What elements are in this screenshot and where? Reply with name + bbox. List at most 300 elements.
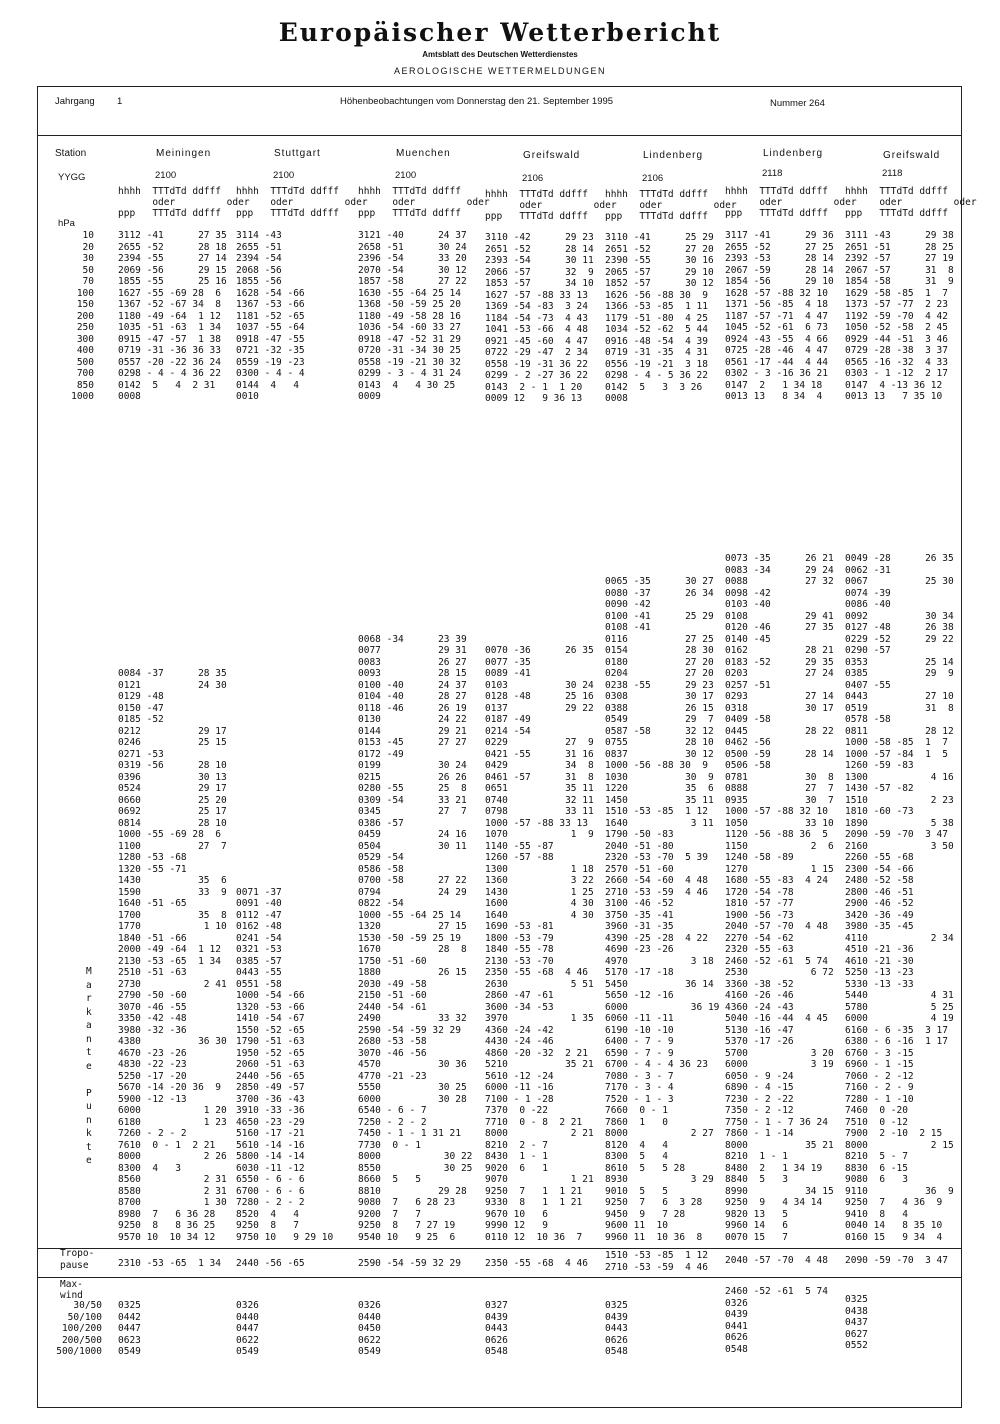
significant-row: 3700 -36 -43 bbox=[236, 1093, 305, 1105]
tropopause-value: 1510 -53 -85 1 12 2710 -53 -59 4 46 bbox=[605, 1250, 708, 1273]
significant-row: 1880 26 15 bbox=[358, 967, 467, 978]
standard-levels bbox=[845, 230, 954, 403]
maxwind-row: 0548 bbox=[605, 1346, 628, 1357]
significant-row: 0700 -58 27 22 bbox=[358, 875, 467, 886]
significant-row: 0077 -35 bbox=[485, 656, 531, 668]
level-row: 1626 -56 -88 30 9 bbox=[605, 289, 708, 301]
station-time: 2118 bbox=[882, 168, 903, 179]
significant-row: 0271 -53 bbox=[118, 748, 164, 760]
significant-row: 8300 4 3 bbox=[118, 1162, 181, 1174]
significant-row: 0935 30 7 bbox=[725, 794, 834, 806]
significant-row: 7520 - 1 - 3 bbox=[605, 1093, 674, 1105]
level-row: 3110 -41 25 29 bbox=[605, 232, 714, 243]
significant-row: 9110 36 9 bbox=[845, 1185, 954, 1197]
maxwind-values bbox=[845, 1294, 868, 1352]
markante-letter: a bbox=[86, 1020, 92, 1031]
level-row: 0144 4 4 bbox=[236, 379, 299, 391]
significant-levels bbox=[845, 553, 954, 1243]
significant-row: 2590 -54 -59 32 29 bbox=[358, 1024, 461, 1036]
significant-row: 1240 -58 -89 bbox=[725, 852, 794, 863]
level-row: 1037 -55 -64 bbox=[236, 322, 305, 333]
report-section: AEROLOGISCHE WETTERMELDUNGEN bbox=[393, 66, 607, 76]
significant-row: 9070 1 21 bbox=[485, 1174, 594, 1185]
column-header-line: oder oder bbox=[605, 200, 737, 211]
significant-row: 0578 -58 bbox=[845, 714, 891, 725]
significant-row: 7350 - 2 -12 bbox=[725, 1105, 794, 1116]
level-row: 1035 -51 -63 1 34 bbox=[118, 322, 221, 333]
level-row: 0722 -29 -47 2 34 bbox=[485, 347, 588, 358]
significant-row: 9410 8 4 bbox=[845, 1208, 908, 1220]
significant-row: 2000 -49 -64 1 12 bbox=[118, 944, 221, 955]
level-row: 0558 -19 -21 30 32 bbox=[358, 356, 461, 368]
significant-row: 0120 -46 27 35 bbox=[725, 622, 834, 633]
column-header-line: hhhh TTTdTd ddfff bbox=[236, 186, 339, 197]
level-row: 0561 -17 -44 4 44 bbox=[725, 356, 828, 368]
significant-row: 9570 10 10 34 12 bbox=[118, 1231, 216, 1243]
level-row: 1628 -57 -88 32 10 bbox=[725, 287, 828, 299]
significant-row: 4830 -22 -23 bbox=[118, 1059, 187, 1070]
significant-row: 1280 -53 -68 bbox=[118, 852, 187, 863]
significant-row: 1680 -55 -83 4 24 bbox=[725, 875, 828, 886]
significant-row: 0116 27 25 bbox=[605, 633, 714, 645]
maxwind-row: 0623 bbox=[118, 1334, 141, 1346]
level-row: 1630 -55 -64 25 14 bbox=[358, 287, 461, 299]
significant-row: 1510 -53 -85 1 12 bbox=[605, 806, 708, 817]
level-row: 1854 -58 31 9 bbox=[845, 276, 954, 287]
column-header-line: ppp TTTdTd ddfff bbox=[485, 211, 588, 222]
level-row: 0916 -48 -54 4 39 bbox=[605, 335, 708, 347]
maxwind-row: 0552 bbox=[845, 1340, 868, 1351]
markante-letter: a bbox=[86, 979, 92, 991]
significant-row: 8990 34 15 bbox=[725, 1185, 834, 1197]
level-row: 2393 -54 30 11 bbox=[485, 255, 594, 266]
significant-row: 3960 -31 -35 bbox=[605, 921, 674, 932]
significant-row: 0811 28 12 bbox=[845, 725, 954, 737]
level-row: 1855 -55 25 16 bbox=[118, 276, 227, 287]
significant-row: 0318 30 17 bbox=[725, 702, 834, 714]
level-row: 1627 -55 -69 28 6 bbox=[118, 287, 221, 299]
significant-row: 5610 -12 -24 bbox=[485, 1070, 554, 1082]
significant-row: 1000 -56 -88 30 9 bbox=[605, 760, 708, 771]
significant-row: 2270 -54 -62 bbox=[725, 932, 794, 944]
station-time: 2106 bbox=[522, 173, 544, 184]
significant-row: 0345 27 7 bbox=[358, 806, 467, 817]
significant-row: 1320 27 15 bbox=[358, 921, 467, 932]
station-time: 2100 bbox=[273, 170, 295, 181]
significant-row: 6700 - 6 - 6 bbox=[236, 1185, 305, 1197]
significant-row: 0068 -34 23 39 bbox=[358, 633, 467, 645]
significant-row: 4570 30 36 bbox=[358, 1059, 467, 1070]
level-row: 3117 -41 29 36 bbox=[725, 230, 834, 241]
significant-row: 7610 0 - 1 2 21 bbox=[118, 1139, 216, 1151]
significant-row: 4380 36 30 bbox=[118, 1036, 227, 1047]
level-row: 0915 -47 -57 1 38 bbox=[118, 333, 221, 345]
significant-row: 0459 24 16 bbox=[358, 829, 467, 840]
level-row: 1041 -53 -66 4 48 bbox=[485, 324, 588, 335]
significant-row: 9820 13 5 bbox=[725, 1208, 788, 1220]
maxwind-row: 0439 bbox=[725, 1309, 748, 1320]
significant-row: 2630 5 51 bbox=[485, 978, 594, 990]
significant-row: 5900 -12 -13 bbox=[118, 1093, 187, 1105]
significant-row: 4360 -24 -43 bbox=[725, 1001, 794, 1013]
level-row: 3110 -42 29 23 bbox=[485, 232, 594, 243]
significant-row: 0524 29 17 bbox=[118, 783, 227, 794]
level-row: 1180 -49 -58 28 16 bbox=[358, 310, 461, 322]
maxwind-row: 0447 bbox=[236, 1323, 259, 1334]
significant-row: 6550 - 6 - 6 bbox=[236, 1174, 305, 1185]
significant-row: 6180 1 23 bbox=[118, 1116, 227, 1128]
significant-row: 0092 30 34 bbox=[845, 610, 954, 622]
column-header-line: oder oder bbox=[725, 197, 857, 208]
significant-row: 1530 -50 -59 25 19 bbox=[358, 932, 461, 944]
pressure-level: 1000 bbox=[71, 391, 94, 402]
significant-row: 1000 -57 -88 33 13 bbox=[485, 817, 588, 829]
level-row: 2068 -56 bbox=[236, 264, 282, 276]
markante-punkte-label bbox=[86, 965, 92, 1168]
level-row: 0302 - 3 -16 36 21 bbox=[725, 368, 828, 379]
significant-row: 9600 11 10 bbox=[605, 1220, 668, 1231]
level-row: 1629 -58 -85 1 7 bbox=[845, 287, 948, 299]
significant-row: 8000 35 21 bbox=[725, 1139, 834, 1151]
significant-row: 0814 28 10 bbox=[118, 817, 227, 829]
station-time: 2106 bbox=[642, 173, 664, 184]
level-row: 0298 - 4 - 5 36 22 bbox=[605, 370, 708, 381]
significant-row: 9670 10 6 bbox=[485, 1208, 548, 1220]
significant-row: 0091 -40 bbox=[236, 898, 282, 909]
level-row: 2655 -52 28 18 bbox=[118, 241, 227, 253]
maxwind-row: 0447 bbox=[118, 1323, 141, 1334]
level-row: 3111 -43 29 38 bbox=[845, 230, 954, 241]
level-row: 3114 -43 bbox=[236, 230, 282, 241]
significant-row: 8930 3 29 bbox=[605, 1174, 714, 1185]
significant-row: 8980 7 6 36 28 bbox=[118, 1208, 216, 1220]
significant-row: 6000 -11 -16 bbox=[485, 1082, 554, 1093]
level-row: 0556 -19 -21 3 18 bbox=[605, 358, 708, 370]
level-row: 0918 -47 -55 bbox=[236, 333, 305, 345]
significant-row: 7280 - 2 - 2 bbox=[236, 1197, 305, 1208]
significant-row: 8560 2 31 bbox=[118, 1174, 227, 1185]
pressure-level: 200 bbox=[76, 310, 94, 322]
level-row: 1184 -54 -73 4 43 bbox=[485, 312, 588, 324]
significant-row: 0067 25 30 bbox=[845, 576, 954, 587]
significant-row: 0086 -40 bbox=[845, 599, 891, 610]
significant-row: 0290 -57 bbox=[845, 645, 891, 656]
significant-row: 9080 7 6 28 23 bbox=[358, 1197, 456, 1208]
significant-row: 0443 -55 bbox=[236, 967, 282, 978]
significant-row: 1150 2 6 bbox=[725, 840, 834, 852]
level-row: 1371 -56 -85 4 18 bbox=[725, 299, 828, 310]
significant-row: 1260 -57 -88 bbox=[485, 852, 554, 863]
significant-row: 0822 -54 bbox=[358, 898, 404, 909]
significant-row: 1450 35 11 bbox=[605, 794, 714, 806]
significant-row: 0084 -37 28 35 bbox=[118, 668, 227, 679]
maxwind-row: 0443 bbox=[605, 1323, 628, 1334]
significant-row: 0386 -57 bbox=[358, 817, 404, 829]
level-row: 2066 -57 32 9 bbox=[485, 266, 594, 278]
maxwind-row: 0548 bbox=[725, 1343, 748, 1355]
significant-row: 2660 -54 -60 4 48 bbox=[605, 875, 708, 886]
jahrgang-value: 1 bbox=[117, 96, 123, 107]
significant-row: 3100 -46 -52 bbox=[605, 898, 674, 909]
significant-row: 1640 -51 -65 bbox=[118, 898, 187, 909]
significant-row: 0070 -36 26 35 bbox=[485, 645, 594, 656]
pressure-level: 20 bbox=[82, 241, 94, 253]
standard-levels bbox=[358, 230, 467, 403]
significant-row: 6760 - 3 -15 bbox=[845, 1047, 914, 1059]
significant-row: 2480 -52 -58 bbox=[845, 875, 914, 886]
significant-row: 0246 25 15 bbox=[118, 737, 227, 748]
maxwind-row: 0440 bbox=[236, 1311, 259, 1323]
significant-row: 2490 33 32 bbox=[358, 1013, 467, 1024]
level-row: 1050 -52 -58 2 45 bbox=[845, 322, 948, 333]
significant-row: 0319 -56 28 10 bbox=[118, 760, 227, 771]
significant-row: 1670 28 8 bbox=[358, 944, 467, 955]
significant-row: 5670 -14 -20 36 9 bbox=[118, 1082, 221, 1093]
significant-row: 9250 7 1 1 21 bbox=[485, 1185, 583, 1197]
station-name: Greifswald bbox=[883, 150, 941, 161]
tropopause-value: 2440 -56 -65 bbox=[236, 1258, 305, 1269]
level-row: 2070 -54 30 12 bbox=[358, 264, 467, 276]
significant-row: 0153 -45 27 27 bbox=[358, 737, 467, 748]
significant-row: 7450 - 1 - 1 31 21 bbox=[358, 1128, 461, 1139]
significant-row: 0529 -54 bbox=[358, 852, 404, 863]
column-header-line: ppp TTTdTd ddfff bbox=[118, 208, 221, 219]
significant-row: 0462 -56 bbox=[725, 737, 771, 748]
tropopause-label: Tropo- pause bbox=[60, 1248, 95, 1271]
station-name: Muenchen bbox=[396, 148, 451, 159]
maxwind-row: 0325 bbox=[118, 1300, 141, 1311]
maxwind-values bbox=[485, 1300, 508, 1358]
significant-row: 0100 -41 25 29 bbox=[605, 610, 714, 622]
significant-row: 7860 1 0 bbox=[605, 1116, 668, 1128]
significant-row: 0798 33 11 bbox=[485, 806, 594, 817]
significant-row: 7250 - 2 - 2 bbox=[358, 1116, 427, 1128]
maxwind-row: 0326 bbox=[358, 1300, 381, 1311]
station-name: Greifswald bbox=[523, 150, 581, 161]
maxwind-row: 0549 bbox=[236, 1346, 259, 1357]
maxwind-row: 2460 -52 -61 5 74 bbox=[725, 1286, 828, 1297]
significant-row: 2130 -53 -70 bbox=[485, 955, 554, 967]
significant-row: 9250 8 7 27 19 bbox=[358, 1220, 456, 1231]
significant-row: 1790 -51 -63 bbox=[236, 1036, 305, 1047]
maxwind-row: 0441 bbox=[725, 1320, 748, 1332]
significant-row: 2130 -53 -65 1 34 bbox=[118, 955, 221, 967]
level-row: 0299 - 3 - 4 31 24 bbox=[358, 368, 461, 379]
significant-row: 0199 30 24 bbox=[358, 760, 467, 771]
level-row: 1628 -54 -66 bbox=[236, 287, 305, 299]
level-row: 2392 -57 27 19 bbox=[845, 253, 954, 264]
significant-row: 0660 25 20 bbox=[118, 794, 227, 806]
significant-row: 9250 7 6 3 28 bbox=[605, 1197, 703, 1208]
significant-row: 0781 30 8 bbox=[725, 771, 834, 783]
divider-tropo bbox=[37, 1248, 962, 1249]
significant-row: 0162 -48 bbox=[236, 921, 282, 932]
level-row: 1367 -53 -66 bbox=[236, 299, 305, 310]
pressure-level: 300 bbox=[76, 333, 94, 345]
significant-row: 2090 -59 -70 3 47 bbox=[845, 829, 948, 840]
significant-row: 1000 -54 -66 bbox=[236, 990, 305, 1001]
level-row: 2396 -54 33 20 bbox=[358, 253, 467, 264]
significant-row: 0049 -28 26 35 bbox=[845, 553, 954, 564]
level-row: 1367 -52 -67 34 8 bbox=[118, 299, 221, 310]
significant-row: 0077 29 31 bbox=[358, 645, 467, 656]
significant-row: 0409 -58 bbox=[725, 714, 771, 725]
significant-row: 0280 -55 25 8 bbox=[358, 783, 467, 794]
significant-row: 0108 29 41 bbox=[725, 610, 834, 622]
significant-row: 0212 29 17 bbox=[118, 725, 227, 737]
significant-row: 2060 -51 -63 bbox=[236, 1059, 305, 1070]
significant-row: 0229 -52 29 22 bbox=[845, 633, 954, 645]
significant-row: 0651 35 11 bbox=[485, 783, 594, 794]
significant-row: 1840 -51 -66 bbox=[118, 932, 187, 944]
significant-row: 0103 -40 bbox=[725, 599, 771, 610]
significant-row: 8000 2 26 bbox=[118, 1151, 227, 1162]
significant-row: 2510 -51 -63 bbox=[118, 967, 187, 978]
significant-row: 1000 -55 -69 28 6 bbox=[118, 829, 221, 840]
significant-row: 0140 -45 bbox=[725, 633, 771, 645]
standard-levels bbox=[236, 230, 305, 403]
significant-row: 0137 29 22 bbox=[485, 702, 594, 714]
significant-row: 4770 -21 -23 bbox=[358, 1070, 427, 1082]
significant-row: 0071 -37 bbox=[236, 886, 282, 898]
significant-row: 1800 -53 -79 bbox=[485, 932, 554, 944]
significant-row: 7730 0 - 1 bbox=[358, 1139, 421, 1151]
markante-letter: P bbox=[86, 1087, 92, 1099]
significant-row: 2730 2 41 bbox=[118, 978, 227, 990]
column-header-line: ppp TTTdTd ddfff bbox=[236, 208, 339, 219]
pressure-level: 250 bbox=[76, 322, 94, 333]
level-row: 0010 bbox=[236, 391, 259, 402]
column-header-line: oder oder bbox=[358, 197, 490, 208]
significant-row: 2850 -49 -57 bbox=[236, 1082, 305, 1093]
significant-row: 7230 - 2 -22 bbox=[725, 1093, 794, 1105]
significant-row: 7460 0 -20 bbox=[845, 1105, 908, 1116]
significant-row: 1750 -51 -60 bbox=[358, 955, 427, 967]
tropopause-value: 2090 -59 -70 3 47 bbox=[845, 1255, 948, 1266]
significant-row: 1120 -56 -88 36 5 bbox=[725, 829, 828, 840]
level-row: 1180 -49 -64 1 12 bbox=[118, 310, 221, 322]
significant-row: 0740 32 11 bbox=[485, 794, 594, 806]
significant-row: 5550 30 25 bbox=[358, 1082, 467, 1093]
significant-row: 7100 - 1 -28 bbox=[485, 1093, 554, 1105]
significant-row: 1790 -50 -83 bbox=[605, 829, 674, 840]
level-row: 2651 -51 28 25 bbox=[845, 241, 954, 253]
significant-row: 2440 -54 -61 bbox=[358, 1001, 427, 1013]
significant-row: 2350 -55 -68 4 46 bbox=[485, 967, 588, 978]
pressure-level: 700 bbox=[76, 368, 94, 379]
markante-letter: k bbox=[86, 1006, 92, 1018]
significant-row: 9080 6 3 bbox=[845, 1174, 908, 1185]
significant-row: 0070 15 7 bbox=[725, 1231, 788, 1243]
jahrgang-label: Jahrgang bbox=[55, 96, 95, 107]
markante-letter: k bbox=[86, 1128, 92, 1139]
markante-letter: n bbox=[86, 1114, 92, 1126]
maxwind-row: 0549 bbox=[118, 1346, 141, 1357]
level-row: 1373 -57 -77 2 23 bbox=[845, 299, 948, 310]
significant-row: 1260 -59 -83 bbox=[845, 760, 914, 771]
significant-row: 4160 -26 -46 bbox=[725, 990, 794, 1001]
level-row: 2651 -52 28 14 bbox=[485, 243, 594, 255]
level-row: 0300 - 4 - 4 bbox=[236, 368, 305, 379]
significant-row: 9020 6 1 bbox=[485, 1162, 548, 1174]
hpa-label: hPa bbox=[58, 218, 75, 229]
divider-maxwind bbox=[37, 1277, 962, 1278]
significant-row: 0074 -39 bbox=[845, 587, 891, 599]
significant-row: 0519 31 8 bbox=[845, 702, 954, 714]
significant-row: 7710 0 - 8 2 21 bbox=[485, 1116, 583, 1128]
significant-row: 1700 35 8 bbox=[118, 909, 227, 921]
significant-row: 0080 -37 26 34 bbox=[605, 587, 714, 599]
significant-row: 7370 0 -22 bbox=[485, 1105, 548, 1116]
significant-row: 9750 10 9 29 10 bbox=[236, 1231, 334, 1243]
significant-row: 1890 5 38 bbox=[845, 817, 954, 829]
significant-row: 0203 27 24 bbox=[725, 668, 834, 679]
level-row: 0565 -16 -32 4 33 bbox=[845, 356, 948, 368]
pressure-level: 150 bbox=[76, 299, 94, 310]
tropopause-value: 2310 -53 -65 1 34 bbox=[118, 1258, 221, 1269]
significant-row: 0692 25 17 bbox=[118, 806, 227, 817]
significant-row: 4690 -23 -26 bbox=[605, 944, 674, 955]
significant-row: 3980 -35 -45 bbox=[845, 921, 914, 932]
significant-row: 2040 -51 -80 bbox=[605, 840, 674, 852]
significant-row: 0445 28 22 bbox=[725, 725, 834, 737]
significant-row: 0180 27 20 bbox=[605, 656, 714, 668]
significant-row: 3350 -42 -48 bbox=[118, 1013, 187, 1024]
significant-row: 0187 -49 bbox=[485, 714, 531, 725]
significant-row: 1550 -52 -65 bbox=[236, 1024, 305, 1036]
significant-row: 8210 1 - 1 bbox=[725, 1151, 788, 1162]
significant-row: 1430 -57 -82 bbox=[845, 783, 914, 794]
level-row: 0142 5 3 3 26 bbox=[605, 381, 703, 393]
significant-row: 0088 27 32 bbox=[725, 576, 834, 587]
station-time: 2118 bbox=[762, 168, 783, 179]
level-row: 0142 5 4 2 31 bbox=[118, 379, 216, 391]
column-header-line: oder oder bbox=[118, 197, 250, 208]
significant-row: 6700 - 4 - 4 36 23 bbox=[605, 1059, 708, 1070]
significant-levels bbox=[358, 634, 472, 1244]
standard-levels bbox=[485, 232, 594, 405]
significant-row: 5650 -12 -16 bbox=[605, 990, 674, 1001]
column-header-line: hhhh TTTdTd ddfff bbox=[118, 186, 221, 197]
significant-row: 0888 27 7 bbox=[725, 783, 834, 794]
significant-row: 1000 -57 -88 32 10 bbox=[725, 806, 828, 817]
maxwind-row: 0440 bbox=[358, 1311, 381, 1323]
significant-row: 8120 4 4 bbox=[605, 1139, 668, 1151]
maxwind-row: 0450 bbox=[358, 1323, 381, 1334]
level-row: 2065 -57 29 10 bbox=[605, 266, 714, 278]
markante-letter: M bbox=[86, 966, 92, 977]
level-row: 1181 -52 -65 bbox=[236, 310, 305, 322]
level-row: 1366 -53 -85 1 11 bbox=[605, 301, 708, 312]
level-row: 2067 -57 31 8 bbox=[845, 264, 954, 276]
significant-row: 2460 -52 -61 5 74 bbox=[725, 955, 828, 967]
maxwind-row: 0443 bbox=[485, 1323, 508, 1334]
column-header-line: hhhh TTTdTd ddfff bbox=[725, 186, 828, 197]
significant-row: 5700 3 20 bbox=[725, 1047, 834, 1059]
significant-row: 3070 -46 -56 bbox=[358, 1047, 427, 1059]
significant-row: 7750 - 1 - 7 36 24 bbox=[725, 1116, 828, 1128]
level-row: 0721 -32 -35 bbox=[236, 345, 305, 356]
significant-row: 7060 - 2 -12 bbox=[845, 1070, 914, 1082]
level-row: 3112 -41 27 35 bbox=[118, 230, 227, 241]
significant-row: 0549 29 7 bbox=[605, 714, 714, 725]
markante-letter: u bbox=[86, 1101, 92, 1112]
significant-row: 0407 -55 bbox=[845, 679, 891, 691]
significant-row: 5250 -17 -20 bbox=[118, 1070, 187, 1082]
significant-row: 3070 -46 -55 bbox=[118, 1001, 187, 1013]
significant-row: 0293 27 14 bbox=[725, 691, 834, 702]
level-row: 0729 -28 -38 3 37 bbox=[845, 345, 948, 356]
